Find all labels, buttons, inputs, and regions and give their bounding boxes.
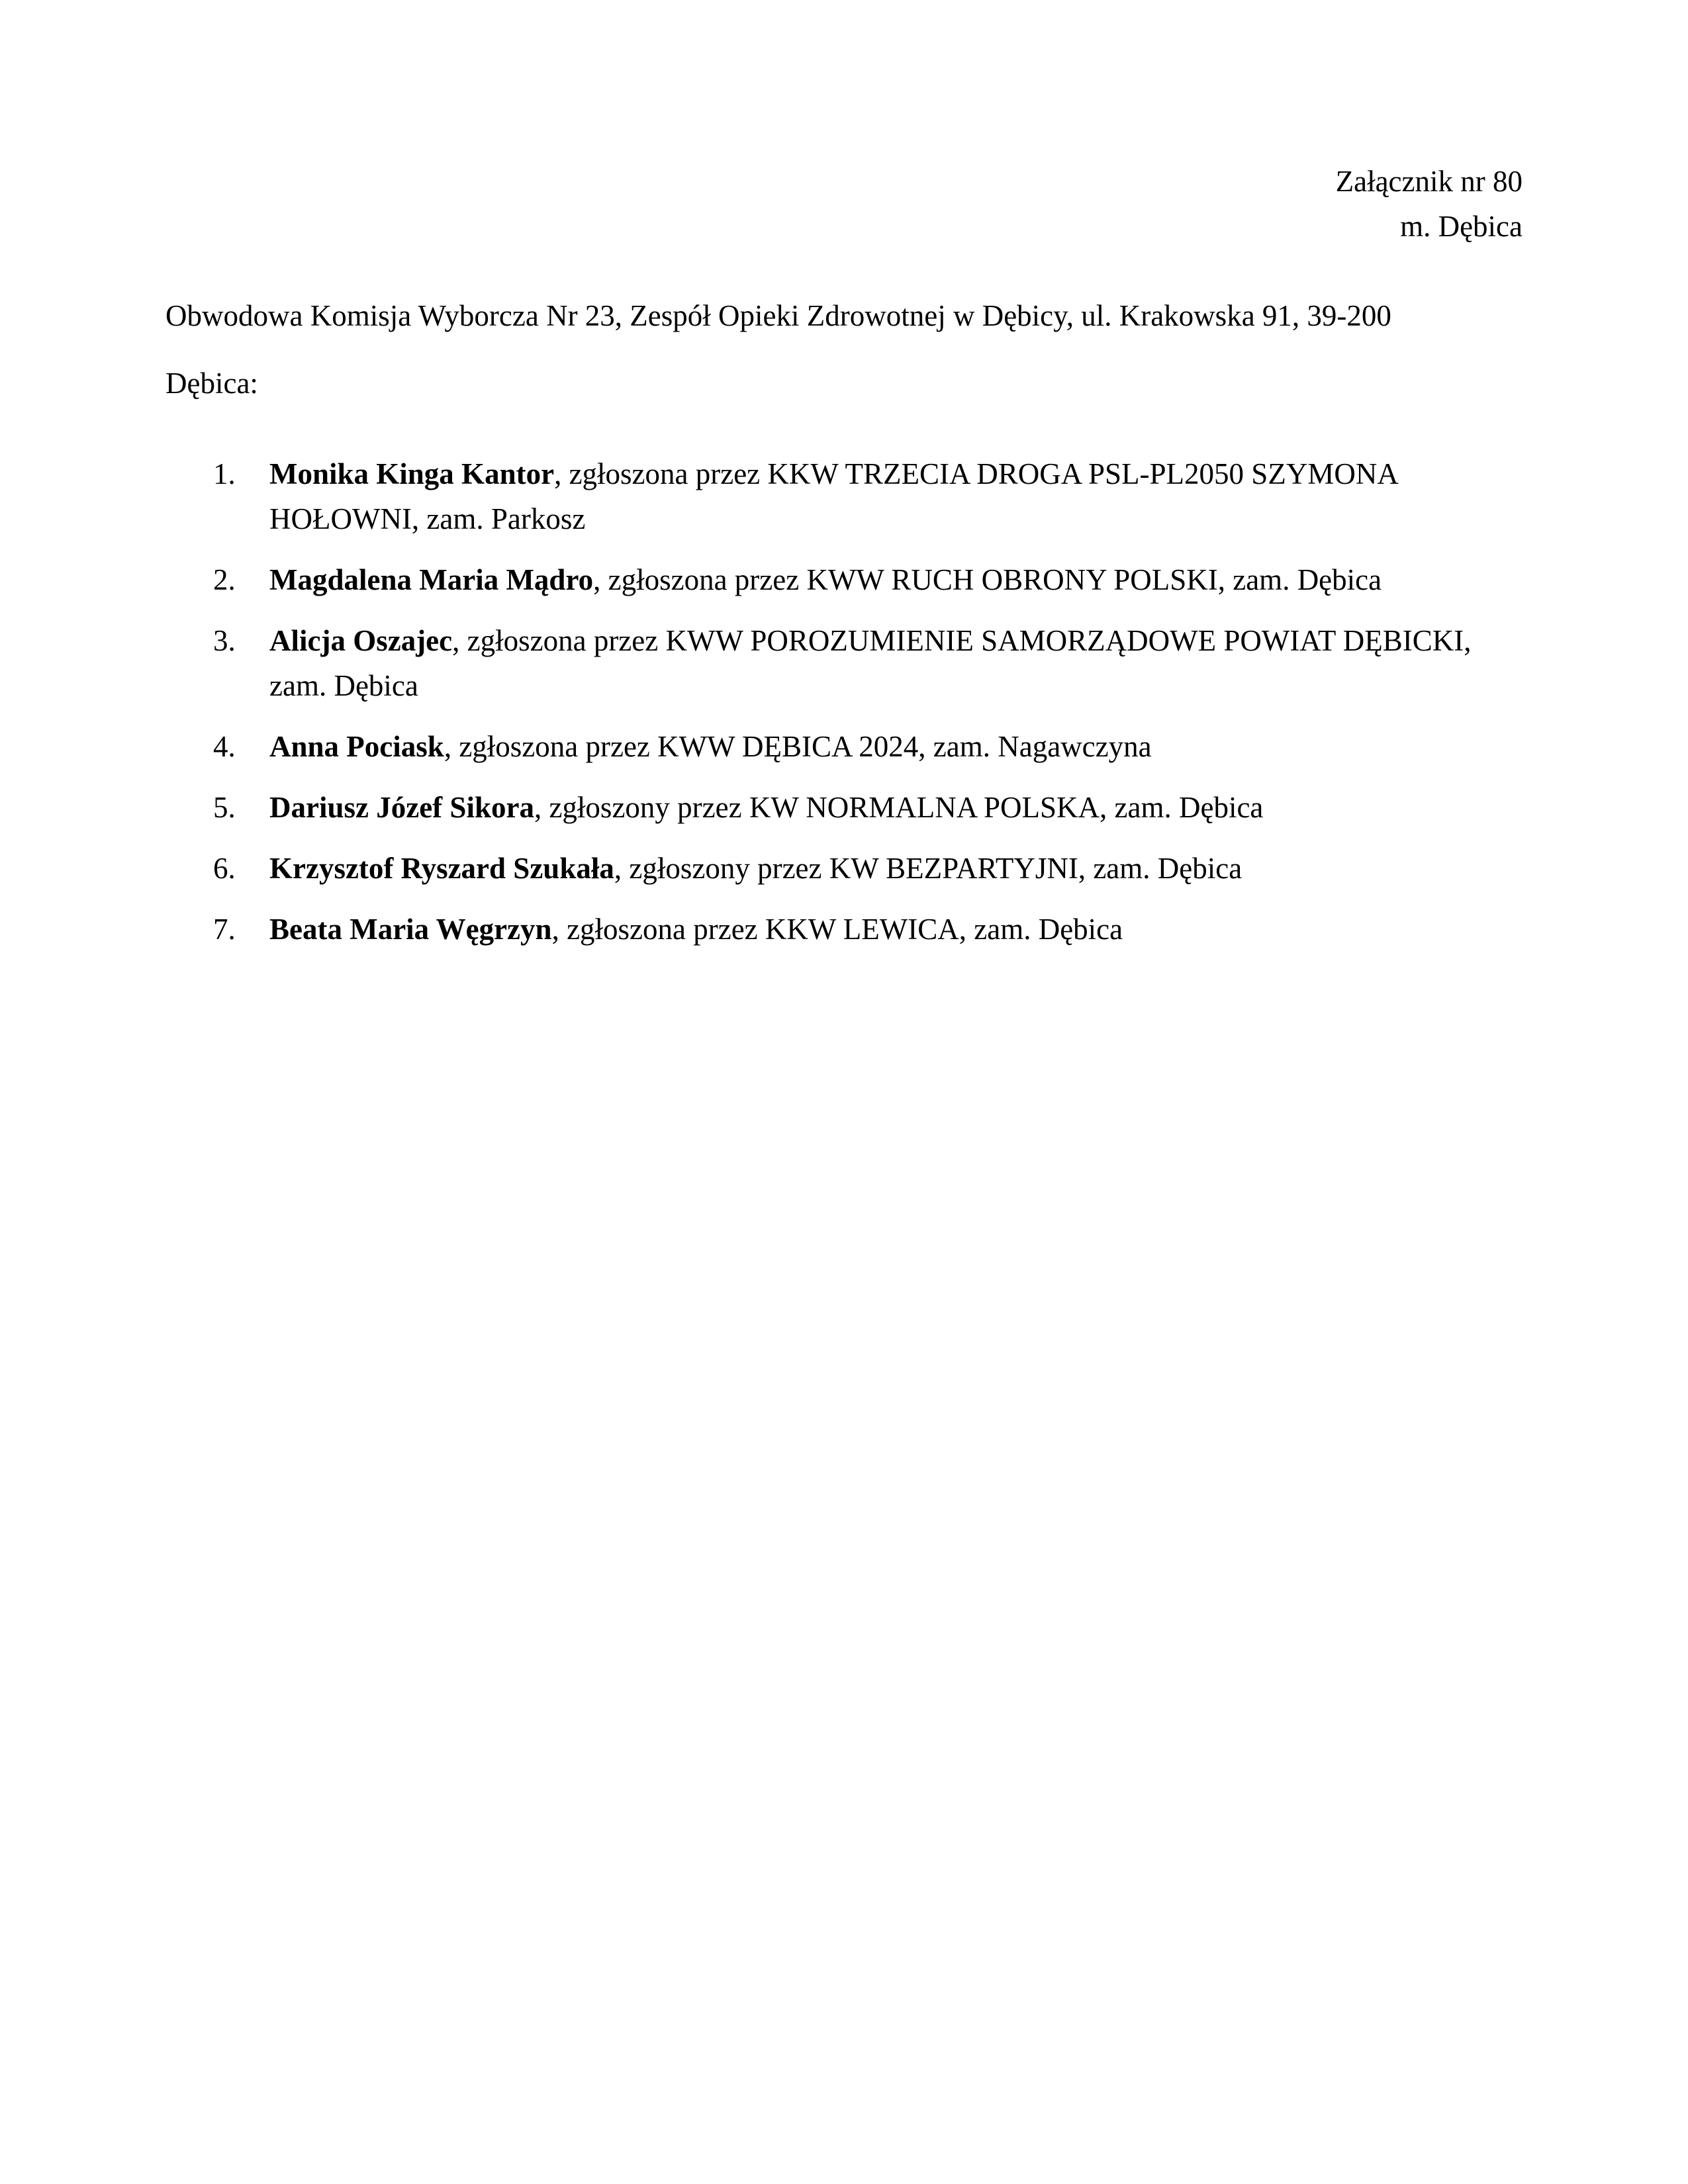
commission-heading: Obwodowa Komisja Wyborcza Nr 23, Zespół Opieki Zdrowotnej w Dębicy, ul. Krakowska 91, 39-200 Dębica: bbox=[165, 299, 1391, 400]
list-item bbox=[165, 724, 1503, 769]
candidate-details: , zgłoszony przez KW BEZPARTYJNI, zam. Dębica bbox=[614, 852, 1243, 885]
candidate-details: , zgłoszona przez KKW LEWICA, zam. Dębica bbox=[551, 913, 1123, 946]
item-number: 4. bbox=[213, 730, 236, 763]
item-number: 6. bbox=[213, 852, 236, 885]
annex-header bbox=[1336, 159, 1523, 249]
candidate-details: , zgłoszona przez KWW POROZUMIENIE SAMORZĄDOWE POWIAT DĘBICKI, zam. Dębica bbox=[269, 624, 1472, 702]
candidate-name: Beata Maria Węgrzyn bbox=[269, 913, 552, 946]
list-item bbox=[165, 451, 1503, 541]
candidate-name: Krzysztof Ryszard Szukała bbox=[269, 852, 614, 885]
list-item bbox=[165, 846, 1503, 891]
candidate-details: , zgłoszona przez KKW TRZECIA DROGA PSL-PL2050 SZYMONA HOŁOWNI, zam. Parkosz bbox=[269, 457, 1397, 535]
list-item bbox=[165, 557, 1503, 602]
item-number: 3. bbox=[213, 624, 236, 657]
item-number: 1. bbox=[213, 457, 236, 490]
item-number: 5. bbox=[213, 791, 236, 824]
item-number: 7. bbox=[213, 913, 236, 946]
annex-municipality: m. Dębica bbox=[1400, 210, 1523, 243]
candidate-details: , zgłoszona przez KWW DĘBICA 2024, zam. Nagawczyna bbox=[444, 730, 1152, 763]
candidate-name: Anna Pociask bbox=[269, 730, 444, 763]
list-item bbox=[165, 785, 1503, 830]
candidate-name: Monika Kinga Kantor bbox=[269, 457, 555, 490]
candidate-list bbox=[165, 451, 1503, 968]
annex-number: Załącznik nr 80 bbox=[1335, 165, 1523, 198]
candidate-name: Magdalena Maria Mądro bbox=[269, 563, 594, 596]
item-number: 2. bbox=[213, 563, 236, 596]
candidate-details: , zgłoszony przez KW NORMALNA POLSKA, zam. Dębica bbox=[534, 791, 1264, 824]
candidate-name: Dariusz Józef Sikora bbox=[269, 791, 534, 824]
candidate-name: Alicja Oszajec bbox=[269, 624, 453, 657]
list-item bbox=[165, 907, 1503, 952]
candidate-details: , zgłoszona przez KWW RUCH OBRONY POLSKI, zam. Dębica bbox=[593, 563, 1382, 596]
list-item bbox=[165, 618, 1503, 708]
